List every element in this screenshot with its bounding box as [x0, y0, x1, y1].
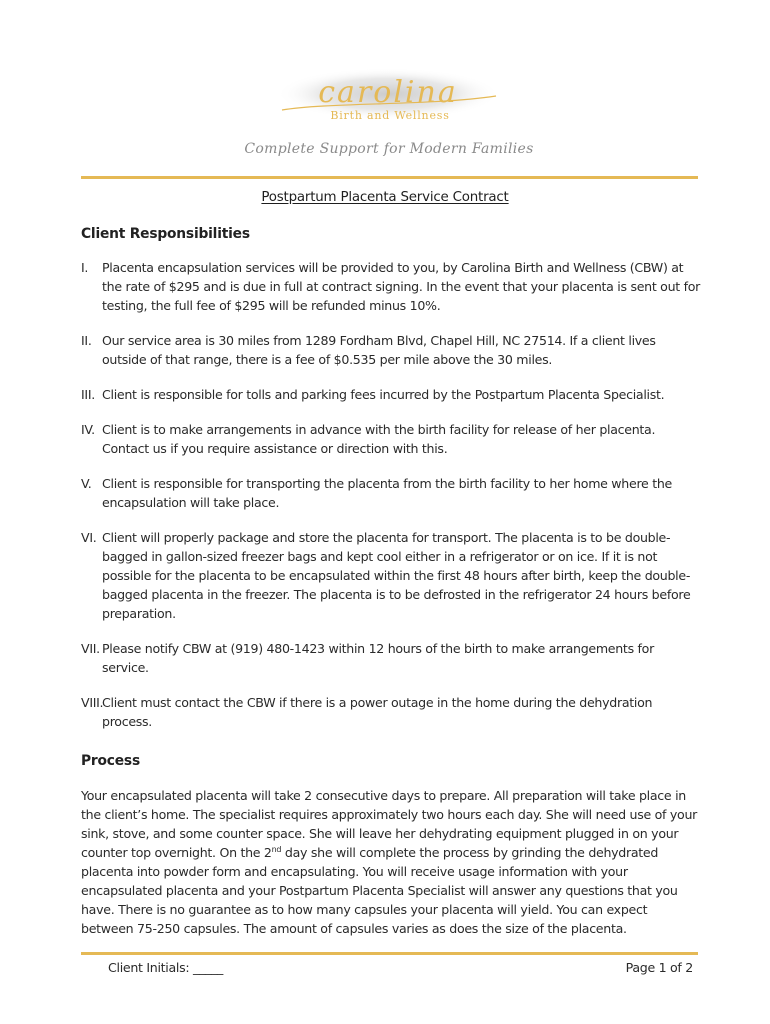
- logo-word: carolina: [318, 75, 458, 110]
- item-text: Client must contact the CBW if there is a power outage in the home during the dehydration process.: [102, 695, 653, 729]
- bottom-divider: [81, 952, 698, 955]
- item-text: Client is responsible for tolls and parking fees incurred by the Postpartum Placenta Specialist.: [102, 387, 665, 402]
- responsibilities-list: [81, 258, 701, 747]
- client-responsibilities-heading: Client Responsibilities: [81, 226, 250, 242]
- list-item: [81, 258, 701, 315]
- process-text-part-2: day she will complete the process by grinding the dehydrated placenta into powder form and encapsulating. You will receive usage information with your encapsulated placenta and your Postpartum Placenta Specialist will answer any questions that you have. There is no guarantee as to how many capsules your placenta will yield. You can expect between 75-250 capsules. The amount of capsules varies as does the size of the placenta.: [81, 845, 678, 936]
- item-numeral: V.: [81, 476, 92, 491]
- list-item: [81, 331, 701, 369]
- tagline: Complete Support for Modern Families: [244, 141, 534, 157]
- logo-subtitle: Birth and Wellness: [330, 109, 450, 122]
- item-numeral: VIII.: [81, 695, 104, 710]
- process-paragraph: [81, 786, 701, 938]
- page-number: Page 1 of 2: [625, 960, 693, 975]
- client-initials-field: Client Initials: _____: [108, 960, 224, 975]
- list-item: [81, 528, 701, 623]
- list-item: [81, 420, 701, 458]
- list-item: [81, 385, 701, 404]
- item-numeral: VII.: [81, 641, 100, 656]
- item-numeral: I.: [81, 260, 89, 275]
- item-text: Client is to make arrangements in advance with the birth facility for release of her placenta. Contact us if you require assistance or direction with this.: [102, 422, 656, 456]
- item-numeral: VI.: [81, 530, 97, 545]
- list-item: [81, 693, 701, 731]
- item-text: Placenta encapsulation services will be provided to you, by Carolina Birth and Wellness (CBW) at the rate of $295 and is due in full at contract signing. In the event that your placenta is sent out for testing, the full fee of $295 will be refunded minus 10%.: [102, 260, 701, 313]
- item-text: Client is responsible for transporting the placenta from the birth facility to her home where the encapsulation will take place.: [102, 476, 672, 510]
- process-text-part-1: Your encapsulated placenta will take 2 consecutive days to prepare. All preparation will take place in the client’s home. The specialist requires approximately two hours each day. She will need use of your sink, stove, and some counter space. She will leave her dehydrating equipment plugged in on your counter top overnight. On the 2: [81, 788, 698, 860]
- item-numeral: III.: [81, 387, 95, 402]
- item-numeral: II.: [81, 333, 92, 348]
- item-numeral: IV.: [81, 422, 95, 437]
- carolina-birth-wellness-logo: [0, 62, 770, 172]
- process-heading: Process: [81, 753, 140, 769]
- item-text: Our service area is 30 miles from 1289 Fordham Blvd, Chapel Hill, NC 27514. If a client lives outside of that range, there is a fee of $0.535 per mile above the 30 miles.: [102, 333, 656, 367]
- ordinal-suffix: nd: [271, 844, 282, 854]
- list-item: [81, 474, 701, 512]
- item-text: Please notify CBW at (919) 480-1423 within 12 hours of the birth to make arrangements for service.: [102, 641, 654, 675]
- list-item: [81, 639, 701, 677]
- top-divider: [81, 176, 698, 179]
- item-text: Client will properly package and store the placenta for transport. The placenta is to be double-bagged in gallon-sized freezer bags and kept cool either in a refrigerator or on ice. If it is not possible for the placenta to be encapsulated within the first 48 hours after birth, keep the double-bagged placenta in the freezer. The placenta is to be defrosted in the refrigerator 24 hours before preparation.: [102, 530, 691, 621]
- contract-title: Postpartum Placenta Service Contract: [261, 190, 509, 205]
